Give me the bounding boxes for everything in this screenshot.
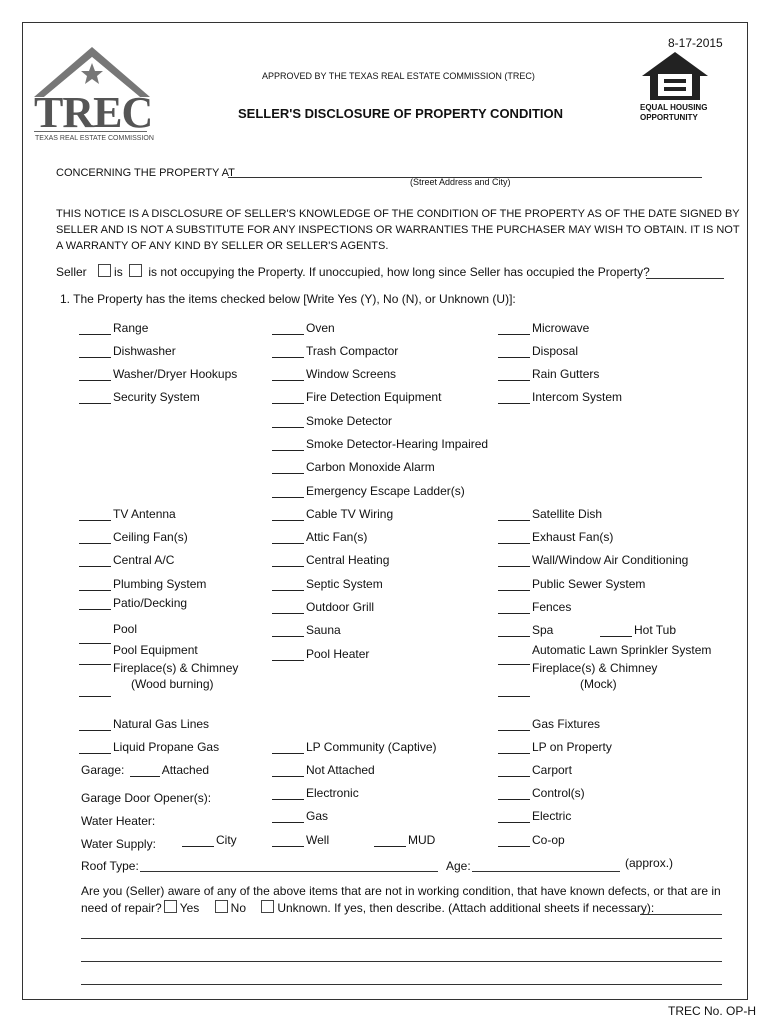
is-occupying-checkbox[interactable] (98, 264, 111, 277)
item-escape-ladder: Emergency Escape Ladder(s) (272, 484, 465, 498)
electronic-field[interactable] (272, 787, 304, 800)
item-central-ac: Central A/C (79, 553, 174, 567)
item-central-heating: Central Heating (272, 553, 389, 567)
item-fireplace-mock-note: (Mock) (580, 677, 617, 691)
item-trash-compactor: Trash Compactor (272, 344, 398, 358)
washer-dryer-field[interactable] (79, 368, 111, 381)
mud-field[interactable] (374, 834, 406, 847)
page-title: SELLER'S DISCLOSURE OF PROPERTY CONDITION (238, 106, 563, 121)
item-gas-fixtures: Gas Fixtures (498, 717, 600, 731)
item-septic: Septic System (272, 577, 383, 591)
item-natural-gas: Natural Gas Lines (79, 717, 209, 731)
item-ceiling-fans: Ceiling Fan(s) (79, 530, 188, 544)
item-carport: Carport (498, 763, 572, 777)
item-co-alarm: Carbon Monoxide Alarm (272, 460, 435, 474)
street-address-hint: (Street Address and City) (410, 177, 511, 187)
repair-question-line-1: Are you (Seller) aware of any of the above items that are not in working condition, that have known defects, or that are in (81, 884, 721, 898)
approved-by: APPROVED BY THE TEXAS REAL ESTATE COMMISSION (TREC) (262, 71, 535, 81)
item-plumbing: Plumbing System (79, 577, 206, 591)
notice-line-2: SELLER AND IS NOT A SUBSTITUTE FOR ANY INSPECTIONS OR WARRANTIES THE PURCHASER MAY WISH TO OBTAIN. IT IS NOT (56, 224, 740, 236)
item-outdoor-grill: Outdoor Grill (272, 600, 374, 614)
describe-line-1[interactable] (81, 938, 722, 939)
microwave-field[interactable] (498, 322, 530, 335)
lp-community-field[interactable] (272, 741, 304, 754)
item-security-system: Security System (79, 390, 200, 404)
item-microwave: Microwave (498, 321, 589, 335)
item-window-screens: Window Screens (272, 367, 396, 381)
need-of-repair-label: need of repair? (81, 901, 162, 915)
fire-detection-field[interactable] (272, 391, 304, 404)
concerning-label: CONCERNING THE PROPERTY AT (56, 167, 235, 179)
seller-label: Seller (56, 265, 87, 279)
item-tv-antenna: TV Antenna (79, 507, 176, 521)
item-pool: Pool (79, 622, 137, 636)
item-electronic: Electronic (272, 786, 359, 800)
disposal-field[interactable] (498, 345, 530, 358)
item-electric: Electric (498, 809, 571, 823)
oven-field[interactable] (272, 322, 304, 335)
garage-attached-field[interactable] (130, 764, 160, 777)
describe-label: If yes, then describe. (Attach additional sheets if necessary): (334, 901, 655, 915)
item-range: Range (79, 321, 148, 335)
lp-property-field[interactable] (498, 741, 530, 754)
item-oven: Oven (272, 321, 335, 335)
central-ac-field[interactable] (79, 554, 111, 567)
form-number: TREC No. OP-H (668, 1004, 757, 1018)
item-wall-window-ac: Wall/Window Air Conditioning (498, 553, 688, 567)
window-screens-field[interactable] (272, 368, 304, 381)
describe-line-3[interactable] (81, 984, 722, 985)
attic-fans-field[interactable] (272, 531, 304, 544)
item-cable-tv: Cable TV Wiring (272, 507, 393, 521)
liquid-propane-field[interactable] (79, 741, 111, 754)
item-water-supply-label: Water Supply: (81, 837, 156, 851)
plumbing-field[interactable] (79, 578, 111, 591)
item-lawn-sprinkler: Automatic Lawn Sprinkler System (498, 643, 711, 657)
city-field[interactable] (182, 834, 214, 847)
central-heating-field[interactable] (272, 554, 304, 567)
item-fireplace-wood-note: (Wood burning) (131, 677, 214, 691)
co-alarm-field[interactable] (272, 461, 304, 474)
gas-fixtures-field[interactable] (498, 718, 530, 731)
item-exhaust-fans: Exhaust Fan(s) (498, 530, 613, 544)
escape-ladder-field[interactable] (272, 485, 304, 498)
item-attic-fans: Attic Fan(s) (272, 530, 367, 544)
section-1-heading: 1. The Property has the items checked below [Write Yes (Y), No (N), or Unknown (U)]: (60, 292, 516, 306)
item-fire-detection: Fire Detection Equipment (272, 390, 441, 404)
item-coop: Co-op (498, 833, 565, 847)
item-not-attached: Not Attached (272, 763, 375, 777)
fences-field[interactable] (498, 601, 530, 614)
item-lp-property: LP on Property (498, 740, 612, 754)
natural-gas-field[interactable] (79, 718, 111, 731)
repair-no-checkbox[interactable] (215, 900, 228, 913)
dishwasher-field[interactable] (79, 345, 111, 358)
eho-line1: EQUAL HOUSING (640, 103, 708, 112)
cable-tv-field[interactable] (272, 508, 304, 521)
not-attached-field[interactable] (272, 764, 304, 777)
item-pool-equipment: Pool Equipment (79, 643, 198, 657)
item-pool-heater: Pool Heater (272, 647, 369, 661)
roof-age-field[interactable] (472, 871, 620, 872)
wall-window-ac-field[interactable] (498, 554, 530, 567)
repair-yes-label: Yes (179, 901, 200, 915)
item-city: City (182, 833, 237, 847)
electric-field[interactable] (498, 810, 530, 823)
item-smoke-detector: Smoke Detector (272, 414, 392, 428)
item-mud: MUD (374, 833, 435, 847)
item-liquid-propane: Liquid Propane Gas (79, 740, 219, 754)
item-garage-door-label: Garage Door Opener(s): (81, 791, 212, 805)
item-garage: Garage: Attached (81, 763, 210, 777)
item-fireplace-mock: Fireplace(s) & Chimney (498, 661, 657, 675)
item-disposal: Disposal (498, 344, 578, 358)
form-date: 8-17-2015 (668, 36, 723, 50)
intercom-field[interactable] (498, 391, 530, 404)
is-not-occupying-checkbox[interactable] (129, 264, 142, 277)
notice-line-1: THIS NOTICE IS A DISCLOSURE OF SELLER'S KNOWLEDGE OF THE CONDITION OF THE PROPERTY AS OF THE DATE SIGNED BY (56, 208, 740, 220)
occupancy-question: is not occupying the Property. If unoccupied, how long since Seller has occupied the Property? (148, 265, 650, 279)
roof-type-field[interactable] (140, 871, 438, 872)
rain-gutters-field[interactable] (498, 368, 530, 381)
controls-field[interactable] (498, 787, 530, 800)
is-label: is (114, 265, 123, 279)
trec-logo (32, 25, 152, 150)
item-sauna: Sauna (272, 623, 341, 637)
ceiling-fans-field[interactable] (79, 531, 111, 544)
repair-unknown-label: Unknown. (277, 901, 331, 915)
notice-line-3: A WARRANTY OF ANY KIND BY SELLER OR SELLER'S AGENTS. (56, 240, 389, 252)
repair-no-label: No (230, 901, 246, 915)
item-rain-gutters: Rain Gutters (498, 367, 599, 381)
item-controls: Control(s) (498, 786, 585, 800)
patio-field[interactable] (79, 597, 111, 610)
coop-field[interactable] (498, 834, 530, 847)
approx-label: (approx.) (625, 856, 674, 870)
item-public-sewer: Public Sewer System (498, 577, 645, 591)
trash-compactor-field[interactable] (272, 345, 304, 358)
trec-logo-text: TREC (34, 88, 153, 137)
satellite-dish-field[interactable] (498, 508, 530, 521)
item-water-heater-label: Water Heater: (81, 814, 156, 828)
repair-question-line-2 (81, 900, 654, 915)
septic-field[interactable] (272, 578, 304, 591)
roof-type-label: Roof Type: (81, 859, 139, 873)
item-spa: Spa (498, 623, 553, 637)
repair-unknown-checkbox[interactable] (261, 900, 274, 913)
carport-field[interactable] (498, 764, 530, 777)
public-sewer-field[interactable] (498, 578, 530, 591)
security-system-field[interactable] (79, 391, 111, 404)
equal-housing-icon (640, 50, 710, 102)
item-hot-tub: Hot Tub (600, 623, 676, 637)
unoccupied-duration-field[interactable] (646, 278, 724, 279)
hot-tub-field[interactable] (600, 624, 632, 637)
describe-line-2[interactable] (81, 961, 722, 962)
item-patio: Patio/Decking (79, 596, 187, 610)
age-label: Age: (446, 859, 471, 873)
smoke-hearing-field[interactable] (272, 438, 304, 451)
outdoor-grill-field[interactable] (272, 601, 304, 614)
item-fences: Fences (498, 600, 571, 614)
fireplace-mock-field[interactable] (498, 684, 530, 697)
item-well: Well (272, 833, 329, 847)
pool-heater-field[interactable] (272, 648, 304, 661)
smoke-detector-field[interactable] (272, 415, 304, 428)
item-dishwasher: Dishwasher (79, 344, 176, 358)
item-lp-community: LP Community (Captive) (272, 740, 437, 754)
fireplace-wood-field[interactable] (79, 684, 111, 697)
item-washer-dryer: Washer/Dryer Hookups (79, 367, 237, 381)
eho-line2: OPPORTUNITY (640, 113, 698, 122)
equal-housing-logo (640, 50, 710, 125)
range-field[interactable] (79, 322, 111, 335)
item-gas: Gas (272, 809, 328, 823)
occupancy-line (56, 264, 650, 279)
gas-field[interactable] (272, 810, 304, 823)
exhaust-fans-field[interactable] (498, 531, 530, 544)
well-field[interactable] (272, 834, 304, 847)
sauna-field[interactable] (272, 624, 304, 637)
item-smoke-hearing: Smoke Detector-Hearing Impaired (272, 437, 488, 451)
item-intercom: Intercom System (498, 390, 622, 404)
logo-divider (34, 131, 147, 132)
spa-field[interactable] (498, 624, 530, 637)
item-satellite-dish: Satellite Dish (498, 507, 602, 521)
item-fireplace-wood: Fireplace(s) & Chimney (79, 661, 238, 675)
trec-logo-subtitle: TEXAS REAL ESTATE COMMISSION (35, 135, 154, 142)
describe-field-inline[interactable] (640, 914, 722, 915)
tv-antenna-field[interactable] (79, 508, 111, 521)
repair-yes-checkbox[interactable] (164, 900, 177, 913)
